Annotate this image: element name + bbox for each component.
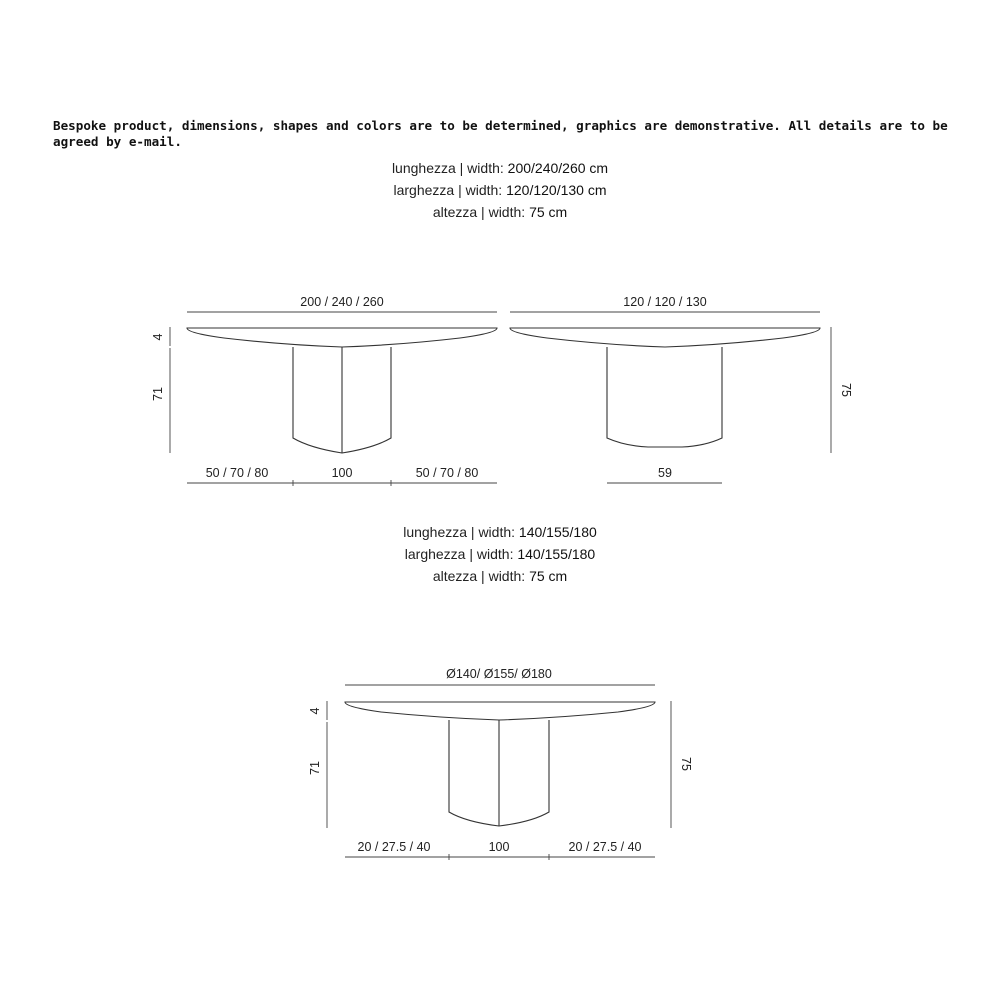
- base-width-label: 100: [488, 840, 510, 854]
- round-front-view: [308, 667, 693, 860]
- spec-height-value: 75 cm: [529, 568, 568, 584]
- rect-side-view: [510, 295, 853, 483]
- rect-front-view: [151, 295, 497, 486]
- right-overhang-label: 20 / 27.5 / 40: [568, 840, 642, 854]
- top-thickness-label: 4: [151, 333, 165, 341]
- spec-width-value: 120/120/130 cm: [506, 182, 607, 198]
- top-thickness-label: 4: [308, 707, 322, 715]
- total-height-label: 75: [839, 383, 853, 397]
- table-top-shape: [345, 702, 655, 720]
- spec-height-label: altezza | width:: [432, 204, 526, 220]
- top-dimension-label: 200 / 240 / 260: [300, 295, 384, 309]
- spec-length-value: 200/240/260 cm: [507, 160, 609, 176]
- spec-width-label: larghezza | width:: [404, 546, 514, 562]
- spec-length-label: lunghezza | width:: [403, 524, 516, 540]
- top-dimension-label: Ø140/ Ø155/ Ø180: [446, 667, 552, 681]
- spec-length-value: 140/155/180: [518, 524, 597, 540]
- disclaimer-text: Bespoke product, dimensions, shapes and colors are to be determined, graphics are demonstrative. All details are to be agreed by e-mail.: [53, 118, 948, 149]
- left-overhang-label: 20 / 27.5 / 40: [357, 840, 431, 854]
- table-top-shape: [510, 328, 820, 347]
- table-base-shape: [607, 347, 722, 447]
- spec-height-value: 75 cm: [529, 204, 568, 220]
- right-overhang-label: 50 / 70 / 80: [415, 466, 479, 480]
- base-width-label: 100: [331, 466, 353, 480]
- base-depth-label: 59: [658, 466, 672, 480]
- spec-width-label: larghezza | width:: [393, 182, 503, 198]
- spec-width-value: 140/155/180: [517, 546, 596, 562]
- total-height-label: 75: [679, 757, 693, 771]
- leg-height-label: 71: [151, 387, 165, 401]
- leg-height-label: 71: [308, 761, 322, 775]
- top-dimension-label: 120 / 120 / 130: [623, 295, 707, 309]
- table-top-shape: [187, 328, 497, 347]
- spec-height-label: altezza | width:: [432, 568, 526, 584]
- left-overhang-label: 50 / 70 / 80: [205, 466, 269, 480]
- spec-length-label: lunghezza | width:: [391, 160, 504, 176]
